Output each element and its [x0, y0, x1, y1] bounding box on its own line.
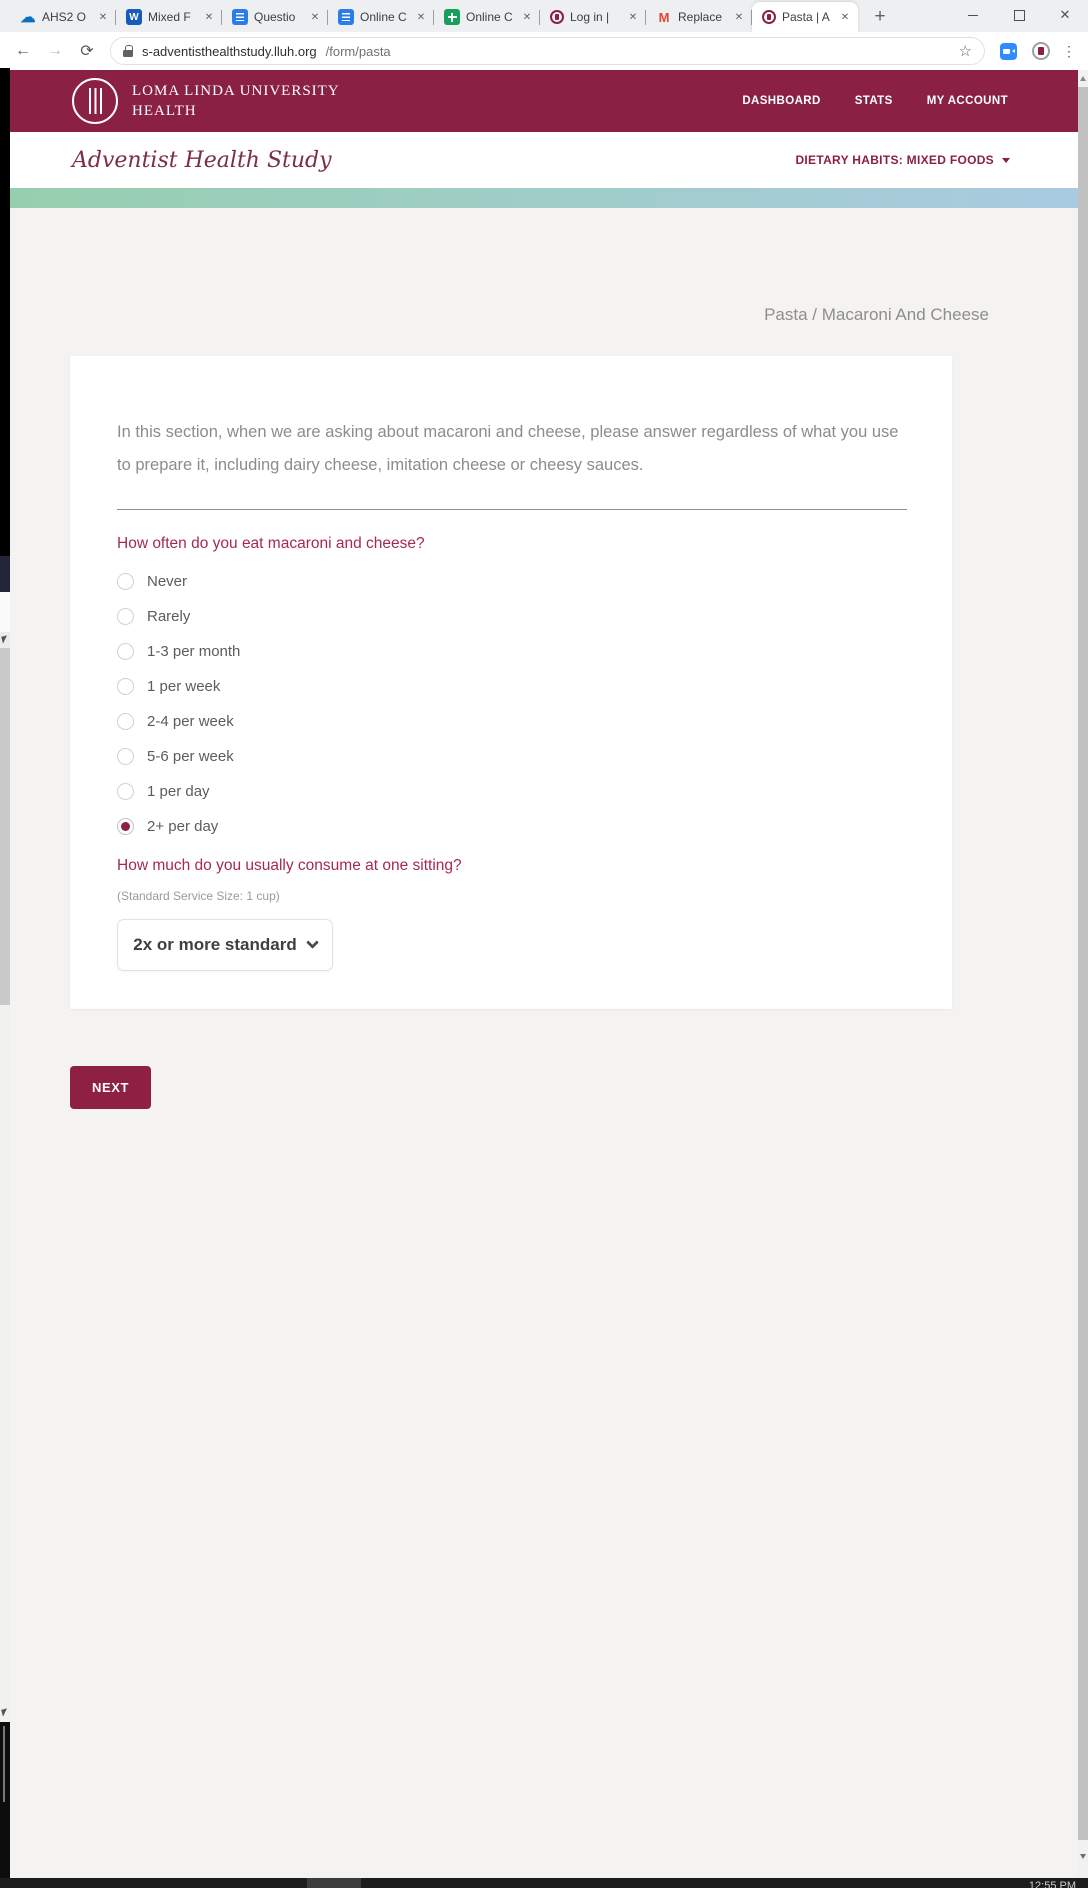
tab-close-icon[interactable]: [625, 9, 641, 25]
radio-label: Rarely: [147, 608, 191, 625]
radio-label: 1 per day: [147, 783, 210, 800]
tab-close-icon[interactable]: [201, 9, 217, 25]
tab-title: Online C: [360, 10, 407, 24]
tab-favicon-icon: [550, 10, 564, 24]
form-card: [70, 356, 952, 1009]
main-content: [0, 208, 1088, 1878]
tab-favicon-icon: [444, 9, 460, 25]
browser-tab[interactable]: [752, 2, 858, 32]
radio-label: 1-3 per month: [147, 643, 241, 660]
logo-line1: LOMA LINDA UNIVERSITY: [132, 82, 340, 99]
background-window-strip: [0, 1005, 10, 1705]
tab-strip: [0, 0, 1088, 32]
url-domain: s-adventisthealthstudy.lluh.org: [142, 43, 317, 59]
browser-tab[interactable]: [328, 2, 434, 32]
minimize-button[interactable]: [950, 0, 996, 30]
radio-option[interactable]: [117, 739, 907, 774]
radio-label: 5-6 per week: [147, 748, 234, 765]
background-window-strip: [0, 556, 10, 592]
radio-label: 2+ per day: [147, 818, 219, 835]
divider: [117, 509, 907, 510]
study-title: Adventist Health Study: [72, 147, 332, 173]
radio-option[interactable]: [117, 809, 907, 844]
background-window-strip: [0, 68, 10, 556]
browser-tab[interactable]: [646, 2, 752, 32]
tab-close-icon[interactable]: [837, 9, 853, 25]
radio-circle[interactable]: [117, 783, 134, 800]
tab-title: Pasta | A: [782, 10, 830, 24]
browser-tab[interactable]: [540, 2, 646, 32]
address-bar: [0, 32, 1088, 70]
browser-tab[interactable]: [434, 2, 540, 32]
tab-favicon-icon: [762, 10, 776, 24]
forward-icon[interactable]: →: [47, 42, 63, 59]
browser-tab[interactable]: [10, 2, 116, 32]
radio-option[interactable]: [117, 599, 907, 634]
tab-favicon-icon: [126, 9, 142, 25]
refresh-icon[interactable]: ⟳: [80, 43, 94, 60]
background-window-strip: [0, 592, 10, 632]
url-path: /form/pasta: [325, 43, 391, 59]
browser-menu-icon[interactable]: ⋮: [1062, 42, 1076, 59]
radio-circle[interactable]: [117, 678, 134, 695]
window-controls: [950, 0, 1088, 30]
llu-seal-icon: [72, 78, 118, 124]
nav-link[interactable]: STATS: [854, 95, 893, 107]
close-window-button[interactable]: [1042, 0, 1088, 30]
nav-link[interactable]: MY ACCOUNT: [926, 95, 1008, 107]
back-icon[interactable]: ←: [15, 42, 31, 59]
radio-option[interactable]: [117, 634, 907, 669]
tab-title: Replace: [678, 10, 723, 24]
next-button[interactable]: NEXT: [70, 1066, 151, 1109]
site-logo-text[interactable]: [132, 81, 340, 122]
tab-close-icon[interactable]: [307, 9, 323, 25]
radio-option[interactable]: [117, 564, 907, 599]
breadcrumb: Pasta / Macaroni And Cheese: [764, 305, 989, 324]
background-cursor-icon: [0, 632, 10, 648]
radio-circle[interactable]: [117, 713, 134, 730]
amount-select[interactable]: [117, 919, 333, 971]
radio-option[interactable]: [117, 669, 907, 704]
intro-paragraph: In this section, when we are asking about macaroni and cheese, please answer regardless of what you use to prepare it, including dairy cheese, imitation cheese or cheesy sauces.: [117, 423, 899, 474]
tab-title: Mixed F: [148, 10, 191, 24]
tab-close-icon[interactable]: [731, 9, 747, 25]
background-window-strip: [0, 1722, 10, 1888]
tab-favicon-icon: [232, 9, 248, 25]
new-tab-button[interactable]: [866, 2, 894, 30]
radio-circle[interactable]: [117, 608, 134, 625]
radio-label: 2-4 per week: [147, 713, 234, 730]
radio-circle[interactable]: [117, 643, 134, 660]
radio-label: 1 per week: [147, 678, 221, 695]
taskbar-item[interactable]: [307, 1878, 361, 1888]
scrollbar-thumb[interactable]: [1078, 87, 1088, 1840]
section-dropdown[interactable]: [795, 153, 1010, 167]
maximize-button[interactable]: [996, 0, 1042, 30]
bookmark-star-icon[interactable]: ☆: [958, 43, 972, 60]
browser-tab[interactable]: [222, 2, 328, 32]
site-header: [0, 70, 1088, 132]
radio-group: [117, 564, 907, 844]
background-window-strip: [0, 648, 10, 1005]
radio-circle[interactable]: [117, 573, 134, 590]
tab-title: AHS2 O: [42, 10, 87, 24]
amount-select-value: 2x or more standard: [133, 935, 297, 954]
progress-bar: [0, 188, 1088, 208]
radio-label: Never: [147, 573, 188, 590]
tab-favicon-icon: [338, 9, 354, 25]
site-nav: [742, 95, 1008, 107]
profile-avatar[interactable]: [1032, 42, 1050, 60]
tab-title: Online C: [466, 10, 513, 24]
tab-title: Log in |: [570, 10, 610, 24]
radio-option[interactable]: [117, 704, 907, 739]
tab-title: Questio: [254, 10, 296, 24]
radio-option[interactable]: [117, 774, 907, 809]
chevron-down-icon: [306, 936, 319, 949]
logo-line2: HEALTH: [132, 103, 197, 119]
section-dropdown-label: DIETARY HABITS: MIXED FOODS: [795, 153, 994, 167]
nav-link[interactable]: DASHBOARD: [742, 95, 821, 107]
radio-circle[interactable]: [117, 748, 134, 765]
serving-size-hint: (Standard Service Size: 1 cup): [117, 889, 280, 903]
tab-close-icon[interactable]: [519, 9, 535, 25]
extension-icon[interactable]: [1000, 43, 1017, 60]
taskbar-clock: 12:55 PM: [1028, 1880, 1076, 1888]
caret-down-icon: [1002, 158, 1010, 163]
question-amount-label: How much do you usually consume at one sitting?: [117, 857, 462, 874]
browser-tab[interactable]: [116, 2, 222, 32]
tab-list: [0, 0, 858, 32]
tab-close-icon[interactable]: [413, 9, 429, 25]
scroll-up-icon[interactable]: [1078, 70, 1088, 87]
tab-favicon-icon: [656, 9, 672, 25]
scroll-down-icon[interactable]: [1078, 1844, 1088, 1868]
tab-favicon-icon: [20, 9, 36, 25]
scrollbar[interactable]: [1078, 70, 1088, 1878]
tab-close-icon[interactable]: [95, 9, 111, 25]
url-field[interactable]: [110, 37, 985, 65]
question-frequency-label: How often do you eat macaroni and cheese?: [117, 535, 425, 552]
subheader: [0, 132, 1088, 188]
taskbar: [0, 1878, 1088, 1888]
radio-circle[interactable]: [117, 818, 134, 835]
lock-icon: [123, 45, 133, 57]
background-cursor-icon: [0, 1705, 10, 1722]
